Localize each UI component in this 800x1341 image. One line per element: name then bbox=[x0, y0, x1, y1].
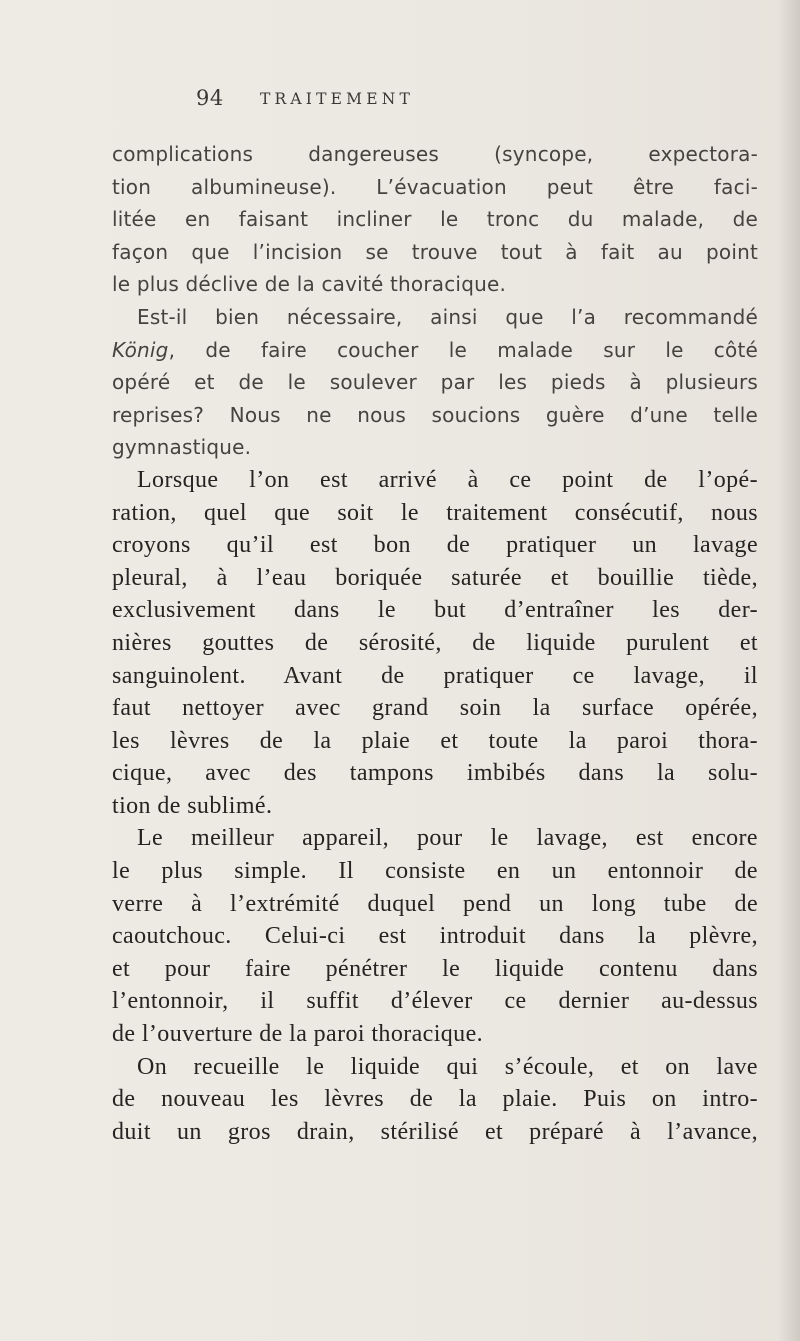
text-fragment: , de faire coucher le malade sur le côté bbox=[168, 337, 758, 362]
text-line: de nouveau les lèvres de la plaie. Puis on intro- bbox=[112, 1086, 758, 1113]
text-line: le plus déclive de la cavité thoracique. bbox=[112, 272, 507, 297]
text-line: Lorsque l’on est arrivé à ce point de l’opé- bbox=[137, 466, 758, 493]
text-line: On recueille le liquide qui s’écoule, et on lave bbox=[137, 1053, 758, 1080]
text-line: le plus simple. Il consiste en un entonnoir de bbox=[112, 858, 758, 885]
text-line: sanguinolent. Avant de pratiquer ce lavage, il bbox=[112, 662, 758, 689]
paragraph-complications bbox=[112, 138, 758, 301]
text-line: Le meilleur appareil, pour le lavage, est encore bbox=[137, 825, 758, 852]
text-line: faut nettoyer avec grand soin la surface opérée, bbox=[112, 695, 758, 722]
text-line: façon que l’incision se trouve tout à fait au point bbox=[112, 239, 758, 264]
text-line: Est-il bien nécessaire, ainsi que l’a recommandé bbox=[137, 304, 758, 329]
text-line: caoutchouc. Celui-ci est introduit dans la plèvre, bbox=[112, 923, 758, 950]
page-edge-shadow bbox=[778, 0, 800, 1341]
text-line: et pour faire pénétrer le liquide contenu dans bbox=[112, 955, 758, 982]
paragraph-appareil bbox=[112, 822, 758, 1050]
text-line: complications dangereuses (syncope, expectora- bbox=[112, 142, 758, 166]
text-line: cique, avec des tampons imbibés dans la solu- bbox=[112, 760, 758, 787]
paragraph-konig bbox=[112, 301, 758, 464]
text-line: exclusivement dans le but d’entraîner les der- bbox=[112, 597, 758, 624]
page-number: 94 bbox=[196, 86, 224, 110]
text-line: tion de sublimé. bbox=[112, 792, 273, 819]
text-line: opéré et de le soulever par les pieds à plusieurs bbox=[112, 370, 758, 395]
page-header bbox=[196, 86, 616, 116]
text-line: litée en faisant incliner le tronc du malade, de bbox=[112, 207, 758, 232]
paragraph-drain bbox=[112, 1051, 758, 1149]
text-line: tion albumineuse). L’évacuation peut être faci- bbox=[112, 174, 758, 199]
text-line-with-author bbox=[112, 334, 758, 367]
text-line: de l’ouverture de la paroi thoracique. bbox=[112, 1021, 484, 1048]
text-line: ration, quel que soit le traitement consécutif, nous bbox=[112, 499, 758, 526]
text-line: nières gouttes de sérosité, de liquide purulent et bbox=[112, 629, 758, 656]
paragraph-lavage bbox=[112, 464, 758, 823]
text-line: reprises? Nous ne nous soucions guère d’une telle bbox=[112, 402, 758, 427]
text-line: verre à l’extrémité duquel pend un long tube de bbox=[112, 890, 758, 917]
text-line: duit un gros drain, stérilisé et préparé à l’avance, bbox=[112, 1118, 758, 1145]
text-line: pleural, à l’eau boriquée saturée et bouillie tiède, bbox=[112, 564, 758, 591]
text-line: gymnastique. bbox=[112, 435, 252, 460]
author-name: König bbox=[112, 337, 169, 362]
text-line: les lèvres de la plaie et toute la paroi thora- bbox=[112, 727, 758, 754]
running-head: TRAITEMENT bbox=[260, 90, 415, 108]
text-line: croyons qu’il est bon de pratiquer un lavage bbox=[112, 532, 758, 559]
text-line: l’entonnoir, il suffit d’élever ce dernier au-dessus bbox=[112, 988, 758, 1015]
body-text bbox=[112, 138, 758, 1148]
